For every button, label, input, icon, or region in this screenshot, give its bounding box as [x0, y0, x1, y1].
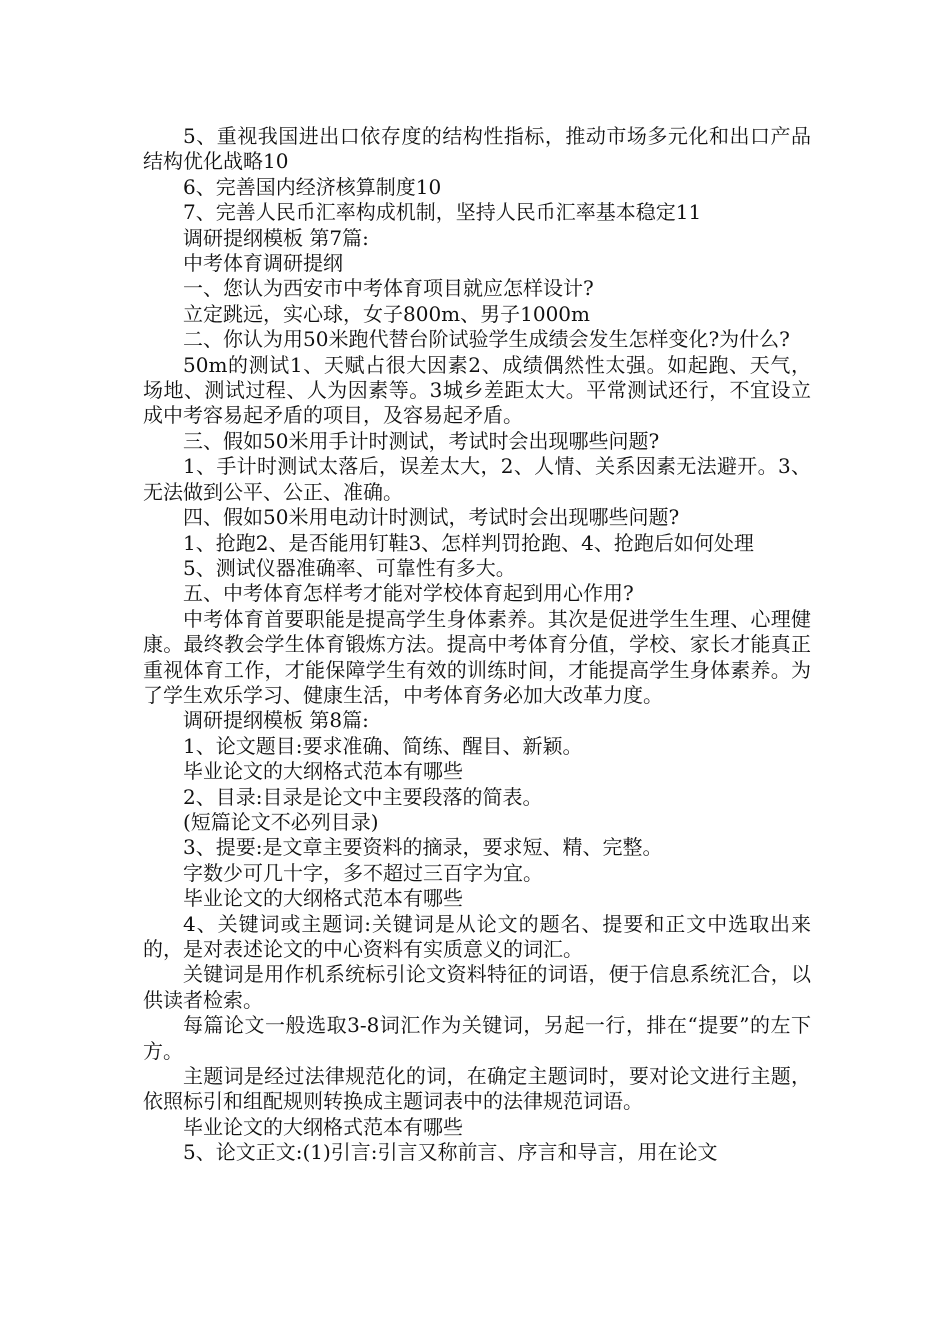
paragraph: 2、目录:目录是论文中主要段落的简表。 — [183, 784, 543, 809]
paragraph: 三、假如50米用手计时测试，考试时会出现哪些问题? — [183, 428, 660, 453]
paragraph: 毕业论文的大纲格式范本有哪些 — [183, 759, 463, 784]
paragraph: 四、假如50米用电动计时测试，考试时会出现哪些问题? — [183, 505, 680, 530]
section-heading: 调研提纲模板 第7篇: — [183, 225, 369, 250]
paragraph: 5、论文正文:(1)引言:引言又称前言、序言和导言，用在论文 — [183, 1140, 718, 1165]
paragraph: 立定跳远，实心球，女子800m、男子1000m — [183, 301, 591, 326]
paragraph: 6、完善国内经济核算制度10 — [183, 174, 442, 199]
paragraph: 二、你认为用50米跑代替台阶试验学生成绩会发生怎样变化?为什么? — [183, 327, 790, 352]
paragraph: 1、手计时测试太落后，误差太大，2、人情、关系因素无法避开。3、无法做到公平、公正、准确。 — [143, 454, 811, 504]
section-heading: 调研提纲模板 第8篇: — [183, 708, 369, 733]
paragraph: 毕业论文的大纲格式范本有哪些 — [183, 886, 463, 911]
paragraph: 1、抢跑2、是否能用钉鞋3、怎样判罚抢跑、4、抢跑后如何处理 — [183, 530, 754, 555]
paragraph: 3、提要:是文章主要资料的摘录，要求短、精、完整。 — [183, 835, 663, 860]
paragraph: 主题词是经过法律规范化的词，在确定主题词时，要对论文进行主题，依照标引和组配规则转换成主题词表中的法律规范词语。 — [143, 1064, 811, 1114]
paragraph: 50m的测试1、天赋占很大因素2、成绩偶然性太强。如起跑、天气，场地、测试过程、人为因素等。3城乡差距太大。平常测试还行，不宜设立成中考容易起矛盾的项目，及容易起矛盾。 — [143, 352, 811, 428]
paragraph: 中考体育调研提纲 — [183, 251, 343, 276]
paragraph: 一、您认为西安市中考体育项目就应怎样设计? — [183, 276, 594, 301]
paragraph: 7、完善人民币汇率构成机制，坚持人民币汇率基本稳定11 — [183, 200, 702, 225]
paragraph: 5、重视我国进出口依存度的结构性指标，推动市场多元化和出口产品结构优化战略10 — [143, 124, 811, 174]
paragraph: 每篇论文一般选取3-8词汇作为关键词，另起一行，排在“提要”的左下方。 — [143, 1013, 811, 1063]
paragraph: (短篇论文不必列目录) — [183, 809, 379, 834]
paragraph: 关键词是用作机系统标引论文资料特征的词语，便于信息系统汇合，以供读者检索。 — [143, 962, 811, 1012]
paragraph: 毕业论文的大纲格式范本有哪些 — [183, 1114, 463, 1139]
paragraph: 中考体育首要职能是提高学生身体素养。其次是促进学生生理、心理健康。最终教会学生体育锻炼方法。提高中考体育分值，学校、家长才能真正重视体育工作，才能保障学生有效的训练时间，才能提高学生身体素养。为了学生欢乐学习、健康生活，中考体育务必加大改革力度。 — [143, 606, 811, 707]
paragraph: 4、关键词或主题词:关键词是从论文的题名、提要和正文中选取出来的，是对表述论文的中心资料有实质意义的词汇。 — [143, 911, 811, 961]
document-body — [143, 124, 811, 1166]
paragraph: 1、论文题目:要求准确、简练、醒目、新颖。 — [183, 733, 583, 758]
paragraph: 字数少可几十字，多不超过三百字为宜。 — [183, 860, 543, 885]
paragraph: 5、测试仪器准确率、可靠性有多大。 — [183, 555, 516, 580]
paragraph: 五、中考体育怎样考才能对学校体育起到用心作用? — [183, 581, 634, 606]
